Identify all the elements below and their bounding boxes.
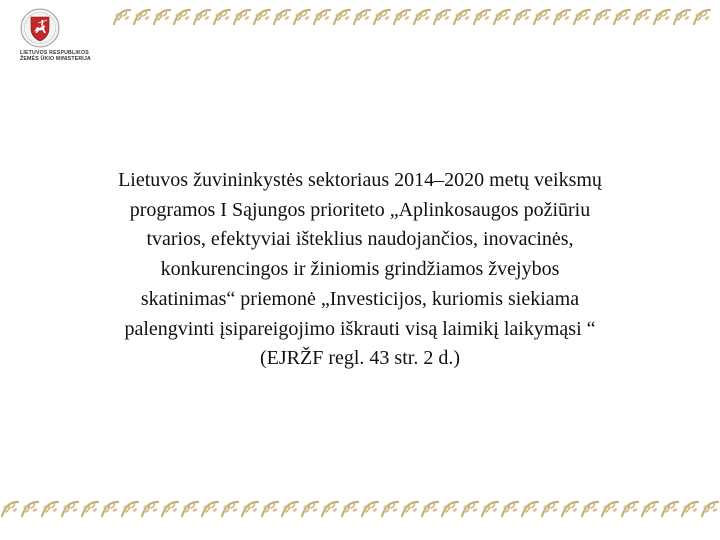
measure-title-line-7: (EJRŽF regl. 43 str. 2 d.) — [260, 347, 460, 370]
ministry-name-line1: LIETUVOS RESPUBLIKOS — [20, 50, 89, 56]
vytis-shield-icon — [20, 8, 60, 48]
ministry-name-line2: ŽEMĖS ŪKIO MINISTERIJA — [20, 56, 91, 62]
floral-border-top — [112, 6, 712, 28]
measure-title-line-2: programos I Sąjungos prioriteto „Aplinkosaugos požiūriu — [129, 198, 591, 221]
measure-title-line-4: konkurencingos ir žiniomis grindžiamos žvejybos — [160, 258, 560, 281]
floral-border-bottom — [0, 498, 720, 520]
measure-title-line-1: Lietuvos žuvininkystės sektoriaus 2014–2020 metų veiksmų — [118, 169, 602, 191]
ministry-logo — [20, 8, 120, 70]
measure-title-line-3: tvarios, efektyviai išteklius naudojančios, inovacinės, — [146, 228, 574, 251]
measure-title-line-6: palengvinti įsipareigojimo iškrauti visą laimikį laikymąsi “ — [124, 317, 596, 340]
measure-title — [40, 166, 680, 374]
ministry-name — [20, 50, 120, 62]
measure-title-line-5: skatinimas“ priemonė „Investicijos, kuriomis siekiama — [140, 287, 580, 310]
